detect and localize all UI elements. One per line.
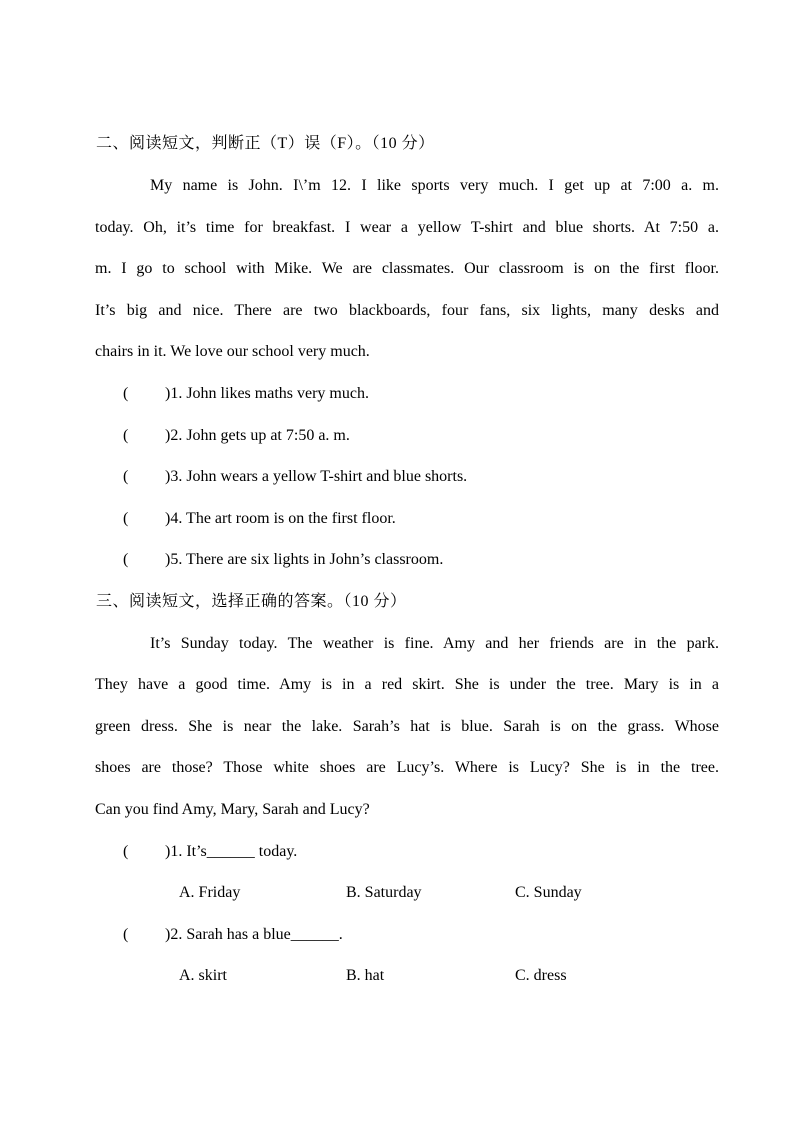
section3-passage-line-3: green dress. She is near the lake. Sarah’s hat is blue. Sarah is on the grass. Whose xyxy=(95,718,719,735)
option-b[interactable]: B. hat xyxy=(346,967,385,984)
answer-paren[interactable]: ( xyxy=(123,427,129,444)
section3-passage-line-2: They have a good time. Amy is in a red skirt. She is under the tree. Mary is in a xyxy=(95,676,719,693)
section2-heading: 二、阅读短文，判断正（T）误（F）。（10 分） xyxy=(96,135,435,152)
question-text: )1. It’s______ today. xyxy=(165,843,298,860)
question-text: )5. There are six lights in John’s classroom. xyxy=(165,551,444,568)
section3-heading: 三、阅读短文，选择正确的答案。（10 分） xyxy=(96,593,407,610)
answer-paren[interactable]: ( xyxy=(123,468,129,485)
section2-passage-line-1: My name is John. I\’m 12. I like sports very much. I get up at 7:00 a. m. xyxy=(150,177,719,194)
section2-passage-line-5: chairs in it. We love our school very much. xyxy=(95,343,370,360)
question-text: )2. John gets up at 7:50 a. m. xyxy=(165,427,350,444)
section2-passage-line-4: It’s big and nice. There are two blackboards, four fans, six lights, many desks and xyxy=(95,302,719,319)
question-text: )2. Sarah has a blue______. xyxy=(165,926,343,943)
answer-paren[interactable]: ( xyxy=(123,385,129,402)
option-c[interactable]: C. dress xyxy=(515,967,567,984)
section3-passage-line-1: It’s Sunday today. The weather is fine. Amy and her friends are in the park. xyxy=(150,635,719,652)
answer-paren[interactable]: ( xyxy=(123,551,129,568)
question-text: )3. John wears a yellow T-shirt and blue shorts. xyxy=(165,468,468,485)
section2-passage-line-2: today. Oh, it’s time for breakfast. I wear a yellow T-shirt and blue shorts. At 7:50 a. xyxy=(95,219,719,236)
answer-paren[interactable]: ( xyxy=(123,510,129,527)
question-text: )4. The art room is on the first floor. xyxy=(165,510,396,527)
section3-passage-line-4: shoes are those? Those white shoes are Lucy’s. Where is Lucy? She is in the tree. xyxy=(95,759,719,776)
answer-paren[interactable]: ( xyxy=(123,926,129,943)
question-text: )1. John likes maths very much. xyxy=(165,385,369,402)
section2-passage-line-3: m. I go to school with Mike. We are classmates. Our classroom is on the first floor. xyxy=(95,260,719,277)
option-a[interactable]: A. Friday xyxy=(179,884,241,901)
option-a[interactable]: A. skirt xyxy=(179,967,227,984)
option-c[interactable]: C. Sunday xyxy=(515,884,582,901)
option-b[interactable]: B. Saturday xyxy=(346,884,422,901)
answer-paren[interactable]: ( xyxy=(123,843,129,860)
section3-passage-line-5: Can you find Amy, Mary, Sarah and Lucy? xyxy=(95,801,370,818)
